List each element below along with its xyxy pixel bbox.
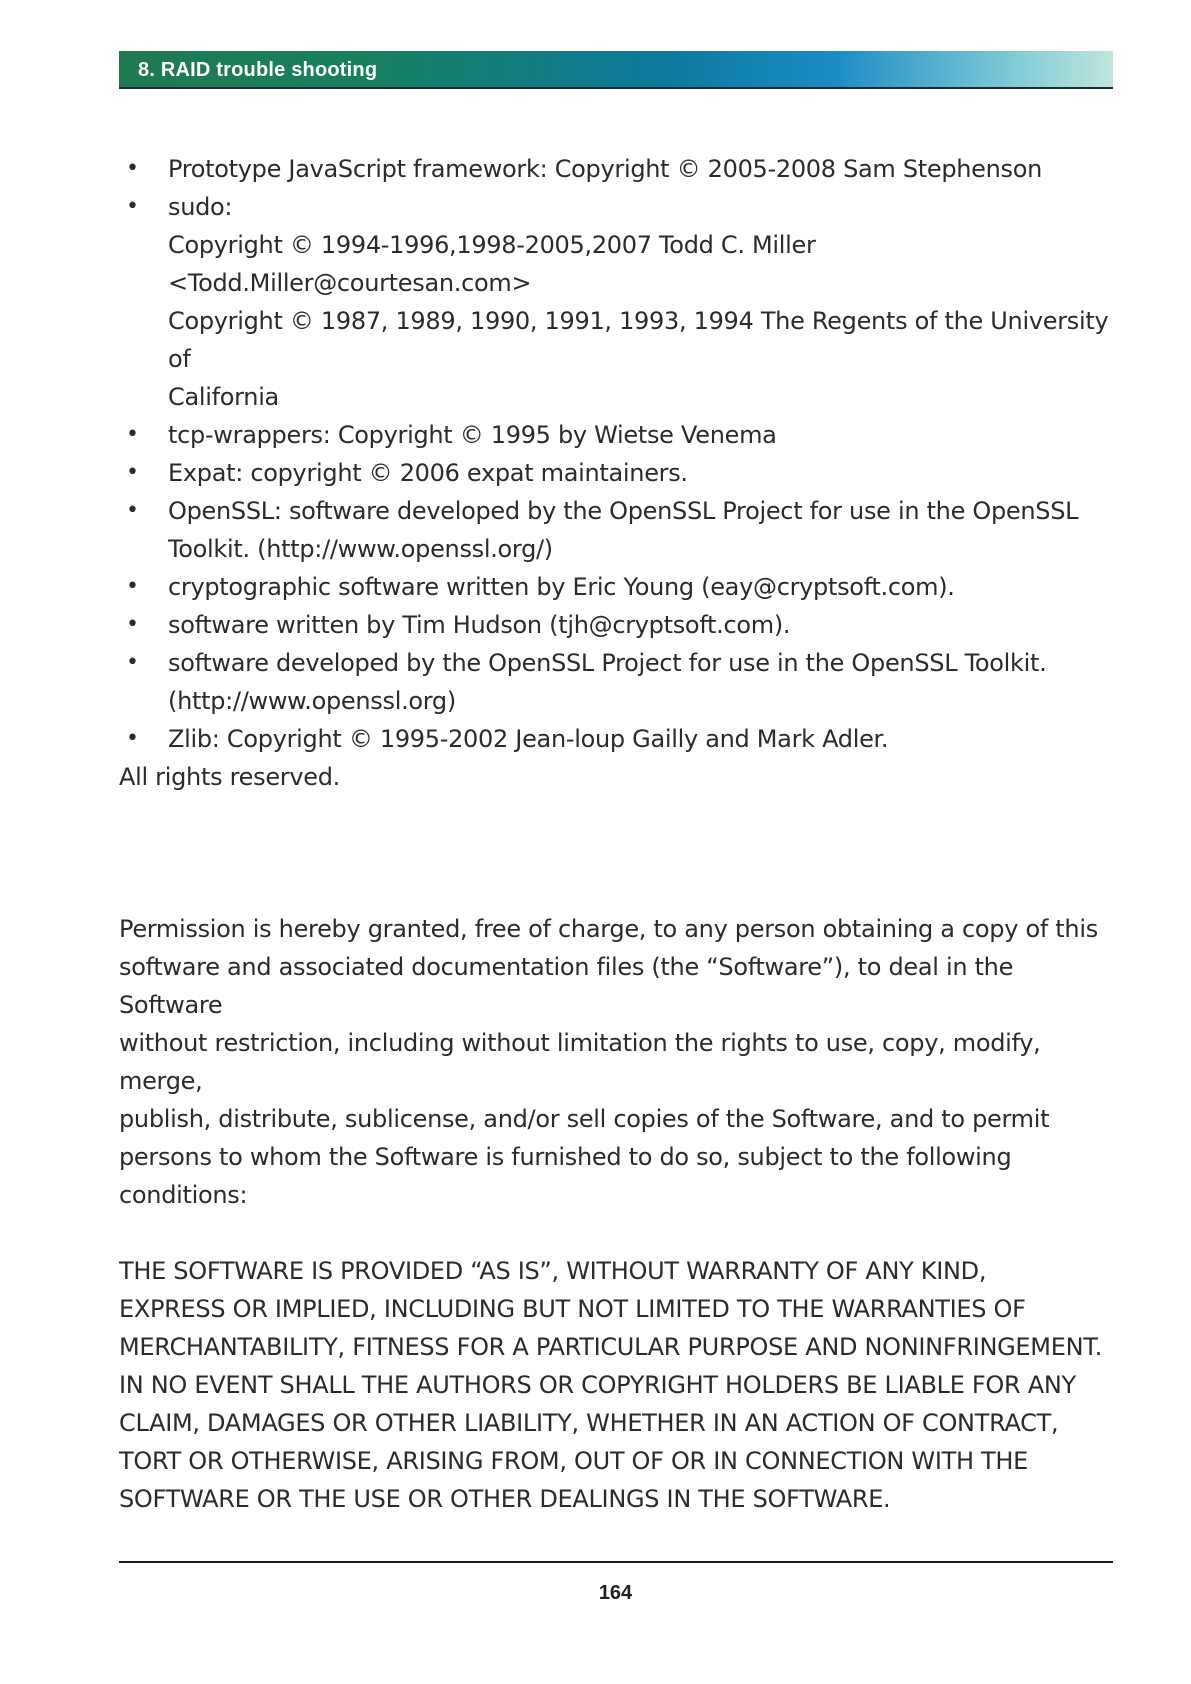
bullet-icon: • (126, 612, 139, 637)
paragraph-line: publish, distribute, sublicense, and/or sell copies of the Software, and to permit (119, 1105, 1050, 1133)
section-header-bar (119, 51, 1113, 89)
list-item (119, 150, 1119, 188)
bullet-icon: • (126, 650, 139, 675)
warranty-paragraph (119, 1252, 1119, 1518)
permission-paragraph (119, 910, 1119, 1214)
list-item-text: (http://www.openssl.org) (168, 687, 456, 715)
list-item (119, 606, 1119, 644)
bullet-icon: • (126, 498, 139, 523)
bullet-icon: • (126, 574, 139, 599)
list-item-text: cryptographic software written by Eric Young (eay@cryptsoft.com). (168, 573, 955, 601)
list-item (119, 568, 1119, 606)
paragraph-line: Permission is hereby granted, free of charge, to any person obtaining a copy of this (119, 915, 1098, 943)
paragraph-line: EXPRESS OR IMPLIED, INCLUDING BUT NOT LIMITED TO THE WARRANTIES OF (119, 1295, 1026, 1323)
list-item-text: Copyright © 1987, 1989, 1990, 1991, 1993, 1994 The Regents of the University of (168, 307, 1109, 373)
list-item-text: sudo: (168, 193, 233, 221)
paragraph-line: without restriction, including without limitation the rights to use, copy, modify, merge, (119, 1029, 1041, 1095)
bullet-icon: • (126, 726, 139, 751)
bullet-icon: • (126, 422, 139, 447)
list-item-text: Copyright © 1994-1996,1998-2005,2007 Todd C. Miller <Todd.Miller@courtesan.com> (168, 231, 816, 297)
license-list (119, 150, 1119, 758)
list-item-text: Prototype JavaScript framework: Copyright © 2005-2008 Sam Stephenson (168, 155, 1043, 183)
document-body (119, 150, 1119, 1518)
spacer (119, 796, 1119, 910)
list-item (119, 416, 1119, 454)
paragraph-line: THE SOFTWARE IS PROVIDED “AS IS”, WITHOUT WARRANTY OF ANY KIND, (119, 1257, 987, 1285)
list-item-text: Toolkit. (http://www.openssl.org/) (168, 535, 553, 563)
list-item-text: software written by Tim Hudson (tjh@cryptsoft.com). (168, 611, 791, 639)
list-item-text: software developed by the OpenSSL Project for use in the OpenSSL Toolkit. (168, 649, 1047, 677)
list-item (119, 644, 1119, 720)
paragraph-line: MERCHANTABILITY, FITNESS FOR A PARTICULAR PURPOSE AND NONINFRINGEMENT. (119, 1333, 1103, 1361)
list-item-text: Zlib: Copyright © 1995-2002 Jean-loup Gailly and Mark Adler. (168, 725, 889, 753)
list-item (119, 492, 1119, 568)
paragraph-line: TORT OR OTHERWISE, ARISING FROM, OUT OF OR IN CONNECTION WITH THE (119, 1447, 1029, 1475)
paragraph-line: software and associated documentation files (the “Software”), to deal in the Software (119, 953, 1014, 1019)
paragraph-line: SOFTWARE OR THE USE OR OTHER DEALINGS IN THE SOFTWARE. (119, 1485, 891, 1513)
paragraph-line: IN NO EVENT SHALL THE AUTHORS OR COPYRIGHT HOLDERS BE LIABLE FOR ANY (119, 1371, 1076, 1399)
section-title: 8. RAID trouble shooting (138, 59, 378, 81)
list-item-text: tcp-wrappers: Copyright © 1995 by Wietse Venema (168, 421, 777, 449)
bullet-icon: • (126, 156, 139, 181)
spacer (119, 1214, 1119, 1252)
bullet-icon: • (126, 194, 139, 219)
paragraph-line: persons to whom the Software is furnished to do so, subject to the following conditions: (119, 1143, 1012, 1209)
footer-divider (119, 1561, 1113, 1563)
list-item-text: OpenSSL: software developed by the OpenSSL Project for use in the OpenSSL (168, 497, 1079, 525)
list-item (119, 454, 1119, 492)
rights-reserved-text: All rights reserved. (119, 763, 340, 791)
bullet-icon: • (126, 460, 139, 485)
list-item-text: California (168, 383, 279, 411)
list-item (119, 188, 1119, 416)
list-item-text: Expat: copyright © 2006 expat maintainers. (168, 459, 688, 487)
paragraph-line: CLAIM, DAMAGES OR OTHER LIABILITY, WHETHER IN AN ACTION OF CONTRACT, (119, 1409, 1059, 1437)
list-item (119, 720, 1119, 758)
page-number: 164 (598, 1582, 633, 1604)
